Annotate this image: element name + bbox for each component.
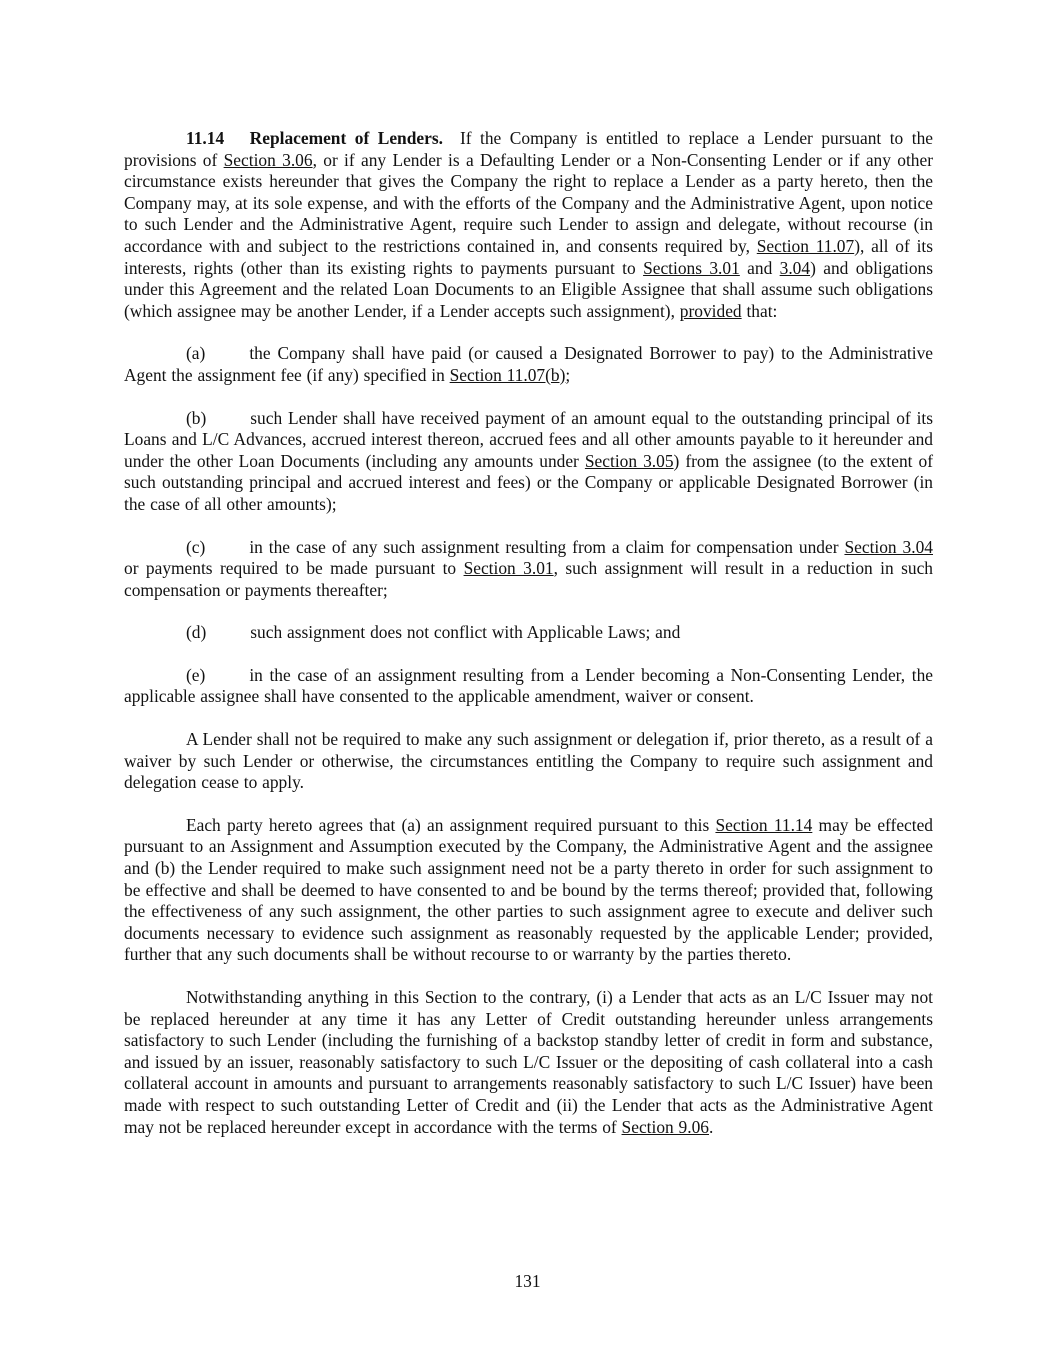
body-paragraph-waiver [124,729,933,794]
text-run: Notwithstanding anything in this Section to the contrary, (i) a Lender that acts as an L/C Issuer may not be replaced hereunder at any time it has any Letter of Credit outstanding hereunder unless arrangements satisfactory to such Lender (including the furnishing of a backstop standby letter of credit in form and substance, and issued by an issuer, reasonably satisfactory to such L/C Issuer or the depositing of cash collateral into a cash collateral account in amounts and pursuant to arrangements reasonably satisfactory to such L/C Issuer) have been made with respect to such outstanding Letter of Credit and (ii) the Lender that acts as the Administrative Agent may not be replaced hereunder except in accordance with the terms of [124,987,933,1137]
text-run: such assignment does not conflict with Applicable Laws; and [250,622,681,643]
text-run: (d) [186,622,207,643]
section-reference: provided [679,300,742,321]
section-reference: Section 3.06 [223,149,313,170]
text-run: (e) [186,664,206,685]
page-number: 131 [514,1271,541,1292]
text-run: A Lender shall not be required to make any such assignment or delegation if, prior thereto, as a result of a waiver by such Lender or otherwise, the circumstances entitling the Company to require such assignment and delegation cease to apply. [124,729,933,793]
text-run: that: [741,300,778,321]
section-reference: Section 3.05 [584,450,674,471]
clause-a-paragraph [124,343,933,386]
text-run: in the case of an assignment resulting from a Lender becoming a Non-Consenting Lender, the applicable assignee shall have consented to the applicable amendment, waiver or consent. [124,664,933,707]
section-reference: 3.04 [779,257,811,278]
clause-d-paragraph [124,622,933,644]
text-run: (c) [186,536,206,557]
section-heading-text: 11.14 Replacement of Lenders. [186,128,443,148]
section-reference: Section 3.01 [463,558,554,579]
body-paragraph-each-party [124,815,933,966]
text-run: , or if any Lender is a Defaulting Lender or a Non-Consenting Lender or if any other circumstance exists hereunder that gives the Company the right to replace a Lender as a party hereto, then the Company may, at its sole expense, and with the efforts of the Company and the Administrative Agent, upon notice to such Lender and the Administrative Agent, require such Lender to assign and delegate, without recourse (in accordance with and subject to the restrictions contained in, and consents required by, [124,149,933,256]
text-run: (a) [186,343,206,364]
clause-c-paragraph [124,537,933,602]
text-run: , such assignment will result in a reduction in such compensation or payments thereafter; [124,558,933,600]
text-run: . [709,1116,714,1137]
section-reference: Section 11.07 [756,235,855,256]
text-run: such Lender shall have received payment of an amount equal to the outstanding principal of its Loans and L/C Advances, accrued interest thereon, accrued fees and all other amounts payable to it hereunder and under the other Loan Documents (including any amounts under [124,407,933,471]
text-run: the Company shall have paid (or caused a Designated Borrower to pay) to the Administrative Agent the assignment fee (if any) specified in [124,343,933,385]
text-run: in the case of any such assignment resulting from a claim for compensation under [249,536,845,557]
body-paragraph-notwithstanding [124,987,933,1138]
text-run: or payments required to be made pursuant to [124,558,464,579]
document-body [124,128,933,1138]
text-run: ; [565,364,571,385]
section-heading-paragraph [124,128,933,322]
clause-b-paragraph [124,408,933,516]
clause-e-paragraph [124,665,933,708]
text-run: If the Company is entitled to replace a Lender pursuant to the provisions of [124,128,933,170]
text-run: may be effected pursuant to an Assignment and Assumption executed by the Company, the Administrative Agent and the assignee and (b) the Lender required to make such assignment need not be a party thereto in order for such assignment to be effective and shall be deemed to have consented to and be bound by the terms thereof; provided that, following the effectiveness of any such assignment, the other parties to such assignment agree to execute and deliver such documents necessary to evidence such assignment as reasonably requested by the applicable Lender; provided, further that any such documents shall be without recourse to or warranty by the parties thereto. [124,814,933,965]
section-reference: Section 9.06 [621,1116,709,1137]
text-run: ), all of its interests, rights (other than its existing rights to payments pursuant to [124,235,933,278]
section-reference: Section 11.14 [715,814,813,835]
text-run: ) and obligations under this Agreement and the related Loan Documents to an Eligible Assignee that shall assume such obligations (which assignee may be another Lender, if a Lender accepts such assignment), [124,257,933,321]
section-reference: Section 11.07(b) [449,364,566,385]
text-run: Each party hereto agrees that (a) an assignment required pursuant to this [186,814,716,835]
text-run: ) from the assignee (to the extent of such outstanding principal and accrued interest and fees) or the Company or applicable Designated Borrower (in the case of all other amounts); [124,450,934,514]
text-run: and [739,257,780,278]
section-reference: Sections 3.01 [643,257,740,278]
text-run: (b) [186,407,207,428]
section-reference: Section 3.04 [844,536,933,557]
